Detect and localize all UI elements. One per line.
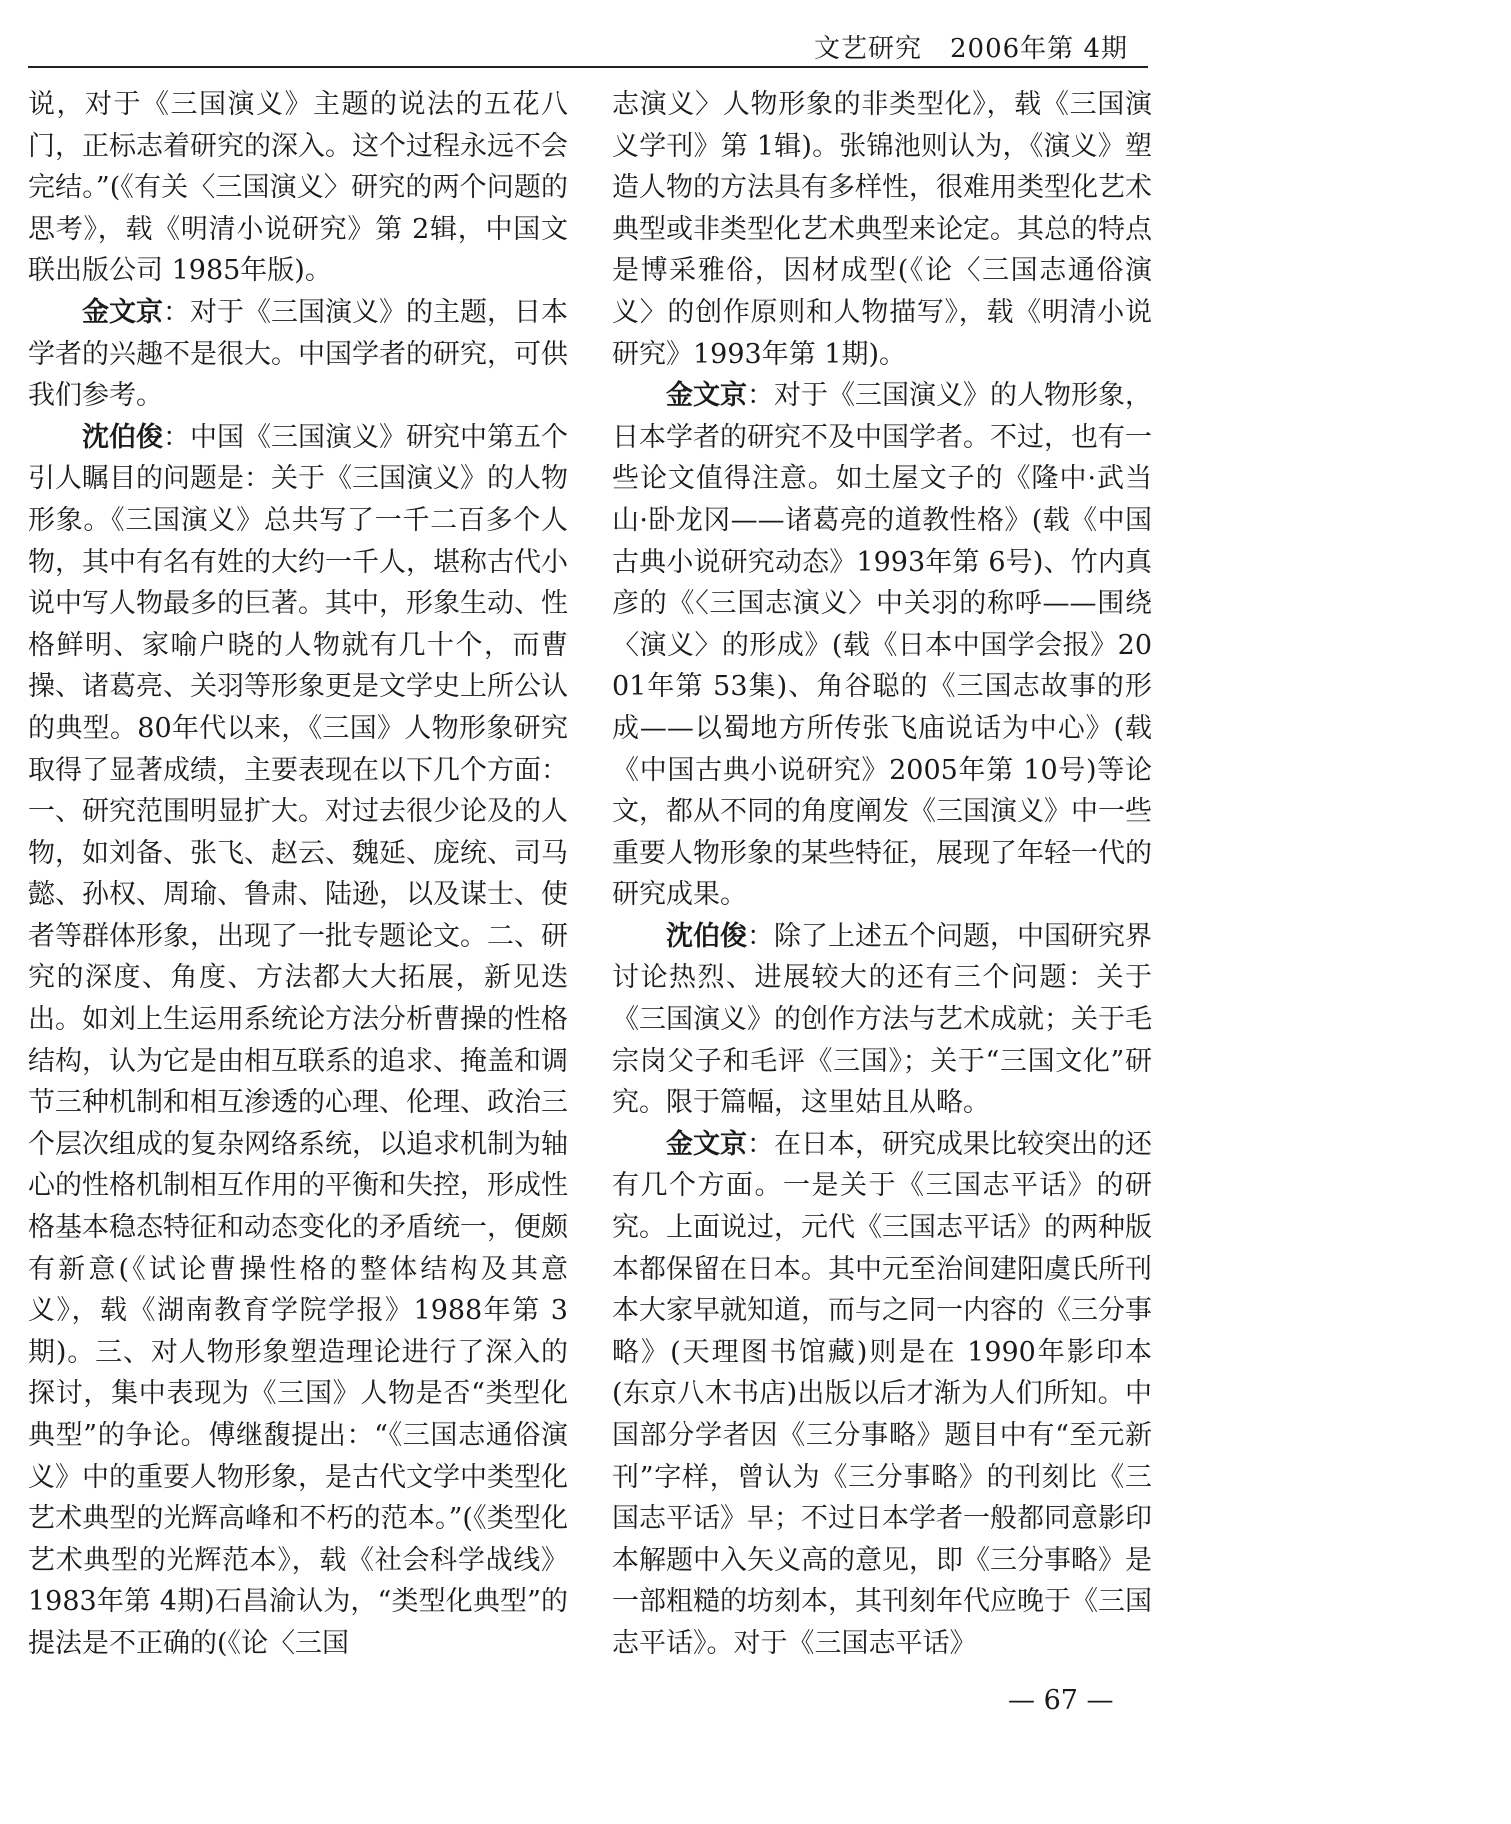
paragraph-text: ：对于《三国演义》的人物形象，日本学者的研究不及中国学者。不过，也有一些论文值得注意。如土屋文子的《隆中·武当山·卧龙冈——诸葛亮的道教性格》(载《中国古典小说研究动态》1993年第 6号)、竹内真彦的《〈三国志演义〉中关羽的称呼——围绕〈演义〉的形成》(载《日本中国学会报》2001年第 53集)、角谷聪的《三国志故事的形成——以蜀地方所传张飞庙说话为中心》(载《中国古典小说研究》2005年第 10号)等论文，都从不同的角度阐发《三国演义》中一些重要人物形象的某些特征，展现了年轻一代的研究成果。 [612,380,1152,911]
speaker-name: 沈伯俊 [666,920,747,952]
issue-label: 2006年第 4期 [950,34,1128,64]
paragraph [612,375,1152,916]
running-header [28,22,1148,68]
paragraph-text: ：中国《三国演义》研究中第五个引人瞩目的问题是：关于《三国演义》的人物形象。《三国演义》总共写了一千二百多个人物，其中有名有姓的大约一千人，堪称古代小说中写人物最多的巨著。其中，形象生动、性格鲜明、家喻户晓的人物就有几十个，而曹操、诸葛亮、关羽等形象更是文学史上所公认的典型。80年代以来，《三国》人物形象研究取得了显著成绩，主要表现在以下几个方面：一、研究范围明显扩大。对过去很少论及的人物，如刘备、张飞、赵云、魏延、庞统、司马懿、孙权、周瑜、鲁肃、陆逊，以及谋士、使者等群体形象，出现了一批专题论文。二、研究的深度、角度、方法都大大拓展，新见迭出。如刘上生运用系统论方法分析曹操的性格结构，认为它是由相互联系的追求、掩盖和调节三种机制和相互渗透的心理、伦理、政治三个层次组成的复杂网络系统，以追求机制为轴心的性格机制相互作用的平衡和失控，形成性格基本稳态特征和动态变化的矛盾统一，便颇有新意(《试论曹操性格的整体结构及其意义》，载《湖南教育学院学报》1988年第 3期)。三、对人物形象塑造理论进行了深入的探讨，集中表现为《三国》人物是否“类型化典型”的争论。傅继馥提出：“《三国志通俗演义》中的重要人物形象，是古代文学中类型化艺术典型的光辉高峰和不朽的范本。”(《类型化艺术典型的光辉范本》，载《社会科学战线》1983年第 4期)石昌渝认为，“类型化典型”的提法是不正确的(《论〈三国 [28,421,568,1659]
journal-name: 文艺研究 [814,34,923,64]
page-number: — 67 — [1008,1685,1114,1716]
paragraph-text: ：对于《三国演义》的主题，日本学者的兴趣不是很大。中国学者的研究，可供我们参考。 [28,296,568,412]
speaker-name: 金文京 [666,1128,747,1160]
paragraph [612,916,1152,1124]
paragraph-text: 志演义〉人物形象的非类型化》，载《三国演义学刊》第 1辑)。张锦池则认为，《演义》塑造人物的方法具有多样性，很难用类型化艺术典型或非类型化艺术典型来论定。其总的特点是博采雅俗，因材成型(《论〈三国志通俗演义〉的创作原则和人物描写》，载《明清小说研究》1993年第 1期)。 [612,89,1152,370]
speaker-name: 沈伯俊 [82,421,163,453]
paragraph [28,84,568,292]
speaker-name: 金文京 [82,296,163,328]
paragraph-text: ：除了上述五个问题，中国研究界讨论热烈、进展较大的还有三个问题：关于《三国演义》的创作方法与艺术成就；关于毛宗岗父子和毛评《三国》；关于“三国文化”研究。限于篇幅，这里姑且从略。 [612,920,1152,1119]
paragraph [612,1124,1152,1665]
paragraph [612,84,1152,375]
paragraph [28,292,568,417]
speaker-name: 金文京 [666,380,747,412]
header-text [814,28,1128,65]
left-column [28,84,568,1665]
paragraph-text: 说，对于《三国演义》主题的说法的五花八门，正标志着研究的深入。这个过程永远不会完结。”(《有关〈三国演义〉研究的两个问题的思考》，载《明清小说研究》第 2辑，中国文联出版公司 1985年版)。 [28,89,568,287]
paragraph [28,417,568,1665]
right-column [612,84,1152,1665]
paragraph-text: ：在日本，研究成果比较突出的还有几个方面。一是关于《三国志平话》的研究。上面说过，元代《三国志平话》的两种版本都保留在日本。其中元至治间建阳虞氏所刊本大家早就知道，而与之同一内容的《三分事略》(天理图书馆藏)则是在 1990年影印本(东京八木书店)出版以后才渐为人们所知。中国部分学者因《三分事略》题目中有“至元新刊”字样，曾认为《三分事略》的刊刻比《三国志平话》早；不过日本学者一般都同意影印本解题中入矢义高的意见，即《三分事略》是一部粗糙的坊刻本，其刊刻年代应晚于《三国志平话》。对于《三国志平话》 [612,1128,1152,1659]
